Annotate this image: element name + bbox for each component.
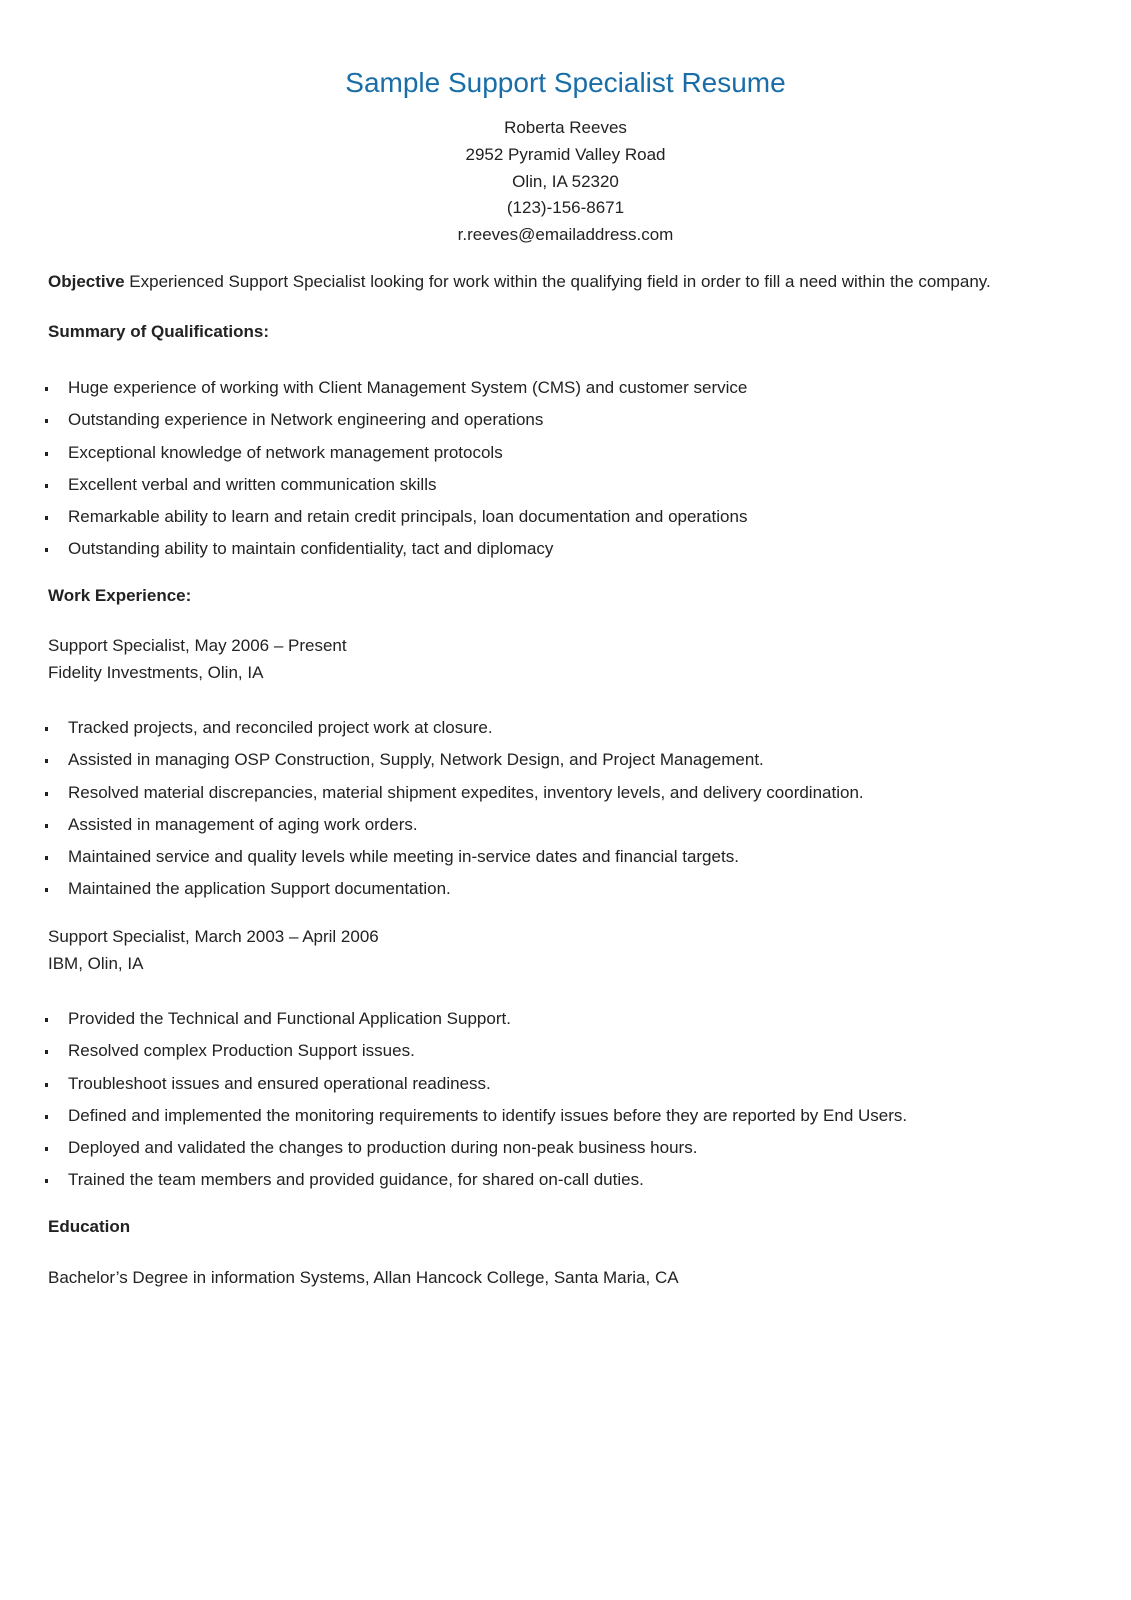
qualifications-list — [48, 377, 747, 571]
experience-heading: Work Experience: — [48, 586, 192, 605]
bullet-icon — [45, 727, 48, 731]
bullet-icon — [45, 759, 48, 763]
list-item: Deployed and validated the changes to production during non-peak business hours. — [48, 1137, 907, 1169]
bullet-icon — [45, 1083, 48, 1087]
list-item: Maintained the application Support documentation. — [48, 878, 864, 910]
list-item: Exceptional knowledge of network management protocols — [48, 442, 747, 474]
list-item: Huge experience of working with Client Management System (CMS) and customer service — [48, 377, 747, 409]
objective-text: Experienced Support Specialist looking for work within the qualifying field in order to fill a need within the company. — [124, 272, 991, 291]
job-1-company: Fidelity Investments, Olin, IA — [48, 663, 264, 682]
qualifications-heading: Summary of Qualifications: — [48, 322, 270, 341]
bullet-icon — [45, 516, 48, 520]
list-item: Outstanding ability to maintain confidentiality, tact and diplomacy — [48, 538, 747, 570]
bullet-icon — [45, 888, 48, 892]
list-item: Outstanding experience in Network engineering and operations — [48, 409, 747, 441]
list-item: Resolved complex Production Support issues. — [48, 1040, 907, 1072]
list-item: Defined and implemented the monitoring requirements to identify issues before they are reported by End Users. — [48, 1105, 907, 1137]
contact-email: r.reeves@emailaddress.com — [457, 225, 674, 245]
bullet-icon — [45, 452, 48, 456]
objective-label: Objective — [48, 272, 125, 291]
bullet-icon — [45, 1147, 48, 1151]
page-title: Sample Support Specialist Resume — [345, 67, 786, 98]
bullet-icon — [45, 548, 48, 552]
list-item: Trained the team members and provided guidance, for shared on-call duties. — [48, 1169, 907, 1201]
list-item: Troubleshoot issues and ensured operational readiness. — [48, 1073, 907, 1105]
list-item: Remarkable ability to learn and retain credit principals, loan documentation and operations — [48, 506, 747, 538]
list-item: Provided the Technical and Functional Application Support. — [48, 1008, 907, 1040]
contact-city-state-zip: Olin, IA 52320 — [512, 171, 619, 191]
list-item: Resolved material discrepancies, material shipment expedites, inventory levels, and delivery coordination. — [48, 782, 864, 814]
contact-name: Roberta Reeves — [504, 118, 627, 137]
objective-line — [48, 271, 991, 293]
list-item: Maintained service and quality levels while meeting in-service dates and financial targets. — [48, 846, 864, 878]
list-item: Tracked projects, and reconciled project work at closure. — [48, 717, 864, 749]
bullet-icon — [45, 824, 48, 828]
bullet-icon — [45, 1179, 48, 1183]
education-entry: Bachelor’s Degree in information Systems, Allan Hancock College, Santa Maria, CA — [48, 1268, 679, 1287]
list-item: Assisted in management of aging work orders. — [48, 814, 864, 846]
bullet-icon — [45, 484, 48, 488]
job-2-company: IBM, Olin, IA — [48, 954, 144, 973]
job-1-title: Support Specialist, May 2006 – Present — [48, 636, 347, 655]
bullet-icon — [45, 1050, 48, 1054]
job-2-duties-list — [48, 1008, 907, 1202]
contact-phone: (123)-156-8671 — [506, 198, 625, 218]
job-1-duties-list — [48, 717, 864, 911]
contact-address: 2952 Pyramid Valley Road — [465, 144, 666, 164]
bullet-icon — [45, 856, 48, 860]
bullet-icon — [45, 1018, 48, 1022]
contact-block — [0, 115, 1131, 249]
job-2-title: Support Specialist, March 2003 – April 2006 — [48, 927, 379, 946]
bullet-icon — [45, 1115, 48, 1119]
education-heading: Education — [48, 1217, 131, 1236]
bullet-icon — [45, 419, 48, 423]
list-item: Assisted in managing OSP Construction, Supply, Network Design, and Project Management. — [48, 749, 864, 781]
list-item: Excellent verbal and written communication skills — [48, 474, 747, 506]
bullet-icon — [45, 792, 48, 796]
bullet-icon — [45, 387, 48, 391]
